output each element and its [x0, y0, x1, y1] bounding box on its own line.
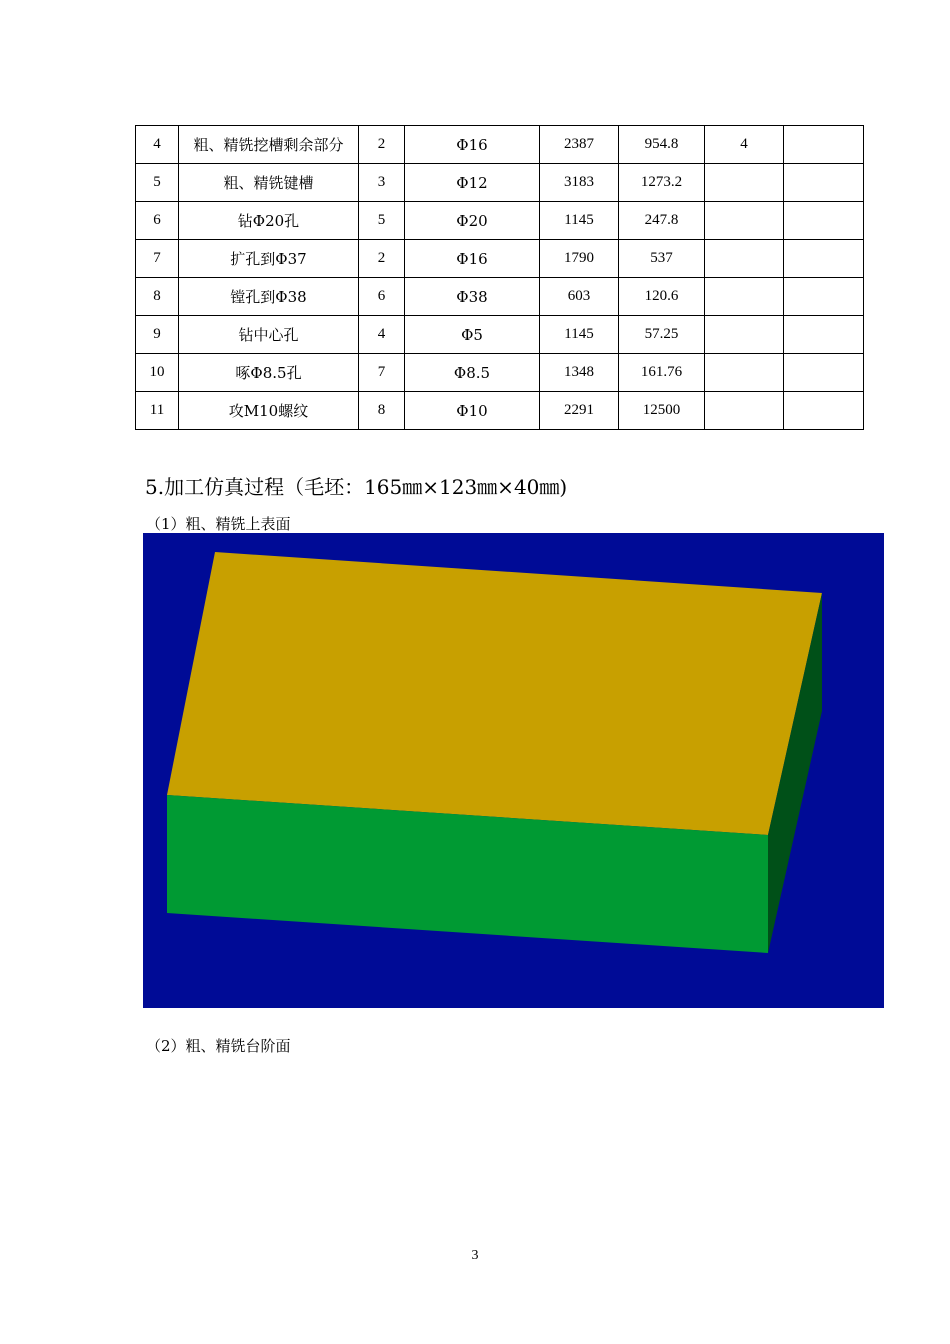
cell-feed-rate: 57.25: [619, 316, 705, 354]
workpiece-top-face: [167, 552, 822, 835]
cell-step: 5: [136, 164, 179, 202]
cell-feed-rate: 161.76: [619, 354, 705, 392]
cell-extra2: [784, 202, 864, 240]
cell-operation: 镗孔到Φ38: [179, 278, 359, 316]
cell-feed-rate: 537: [619, 240, 705, 278]
cell-feed-rate: 247.8: [619, 202, 705, 240]
cell-step: 7: [136, 240, 179, 278]
cell-step: 6: [136, 202, 179, 240]
table-row: [136, 240, 864, 278]
cell-spindle-speed: 2291: [540, 392, 619, 430]
table-row: [136, 164, 864, 202]
cell-tool-no: 7: [359, 354, 405, 392]
cell-extra2: [784, 392, 864, 430]
page-number: 3: [471, 1248, 479, 1263]
cell-step: 9: [136, 316, 179, 354]
table-row: [136, 278, 864, 316]
cell-tool-spec: Φ20: [405, 202, 540, 240]
cell-step: 4: [136, 126, 179, 164]
cell-step: 10: [136, 354, 179, 392]
cell-tool-spec: Φ8.5: [405, 354, 540, 392]
cell-extra: [705, 354, 784, 392]
cell-spindle-speed: 1348: [540, 354, 619, 392]
table-row: [136, 354, 864, 392]
cell-operation: 钻中心孔: [179, 316, 359, 354]
table-row: [136, 392, 864, 430]
table-row: [136, 316, 864, 354]
cell-spindle-speed: 603: [540, 278, 619, 316]
cell-tool-no: 2: [359, 126, 405, 164]
cell-extra2: [784, 240, 864, 278]
cell-operation: 攻M10螺纹: [179, 392, 359, 430]
cell-operation: 粗、精铣键槽: [179, 164, 359, 202]
cell-operation: 啄Φ8.5孔: [179, 354, 359, 392]
cell-tool-spec: Φ16: [405, 126, 540, 164]
cell-extra2: [784, 126, 864, 164]
cell-step: 11: [136, 392, 179, 430]
cell-extra2: [784, 316, 864, 354]
cell-spindle-speed: 1790: [540, 240, 619, 278]
cell-tool-spec: Φ12: [405, 164, 540, 202]
cell-tool-spec: Φ38: [405, 278, 540, 316]
cell-tool-no: 3: [359, 164, 405, 202]
cell-extra2: [784, 278, 864, 316]
cell-tool-no: 6: [359, 278, 405, 316]
cell-tool-no: 4: [359, 316, 405, 354]
subsection-step-surface: （2）粗、精铣台阶面: [146, 1037, 291, 1055]
cell-extra: [705, 164, 784, 202]
simulation-view: [143, 533, 884, 1008]
cell-extra2: [784, 354, 864, 392]
cell-tool-no: 2: [359, 240, 405, 278]
cell-feed-rate: 1273.2: [619, 164, 705, 202]
cell-extra: [705, 240, 784, 278]
cell-tool-spec: Φ16: [405, 240, 540, 278]
cell-spindle-speed: 1145: [540, 202, 619, 240]
cell-spindle-speed: 2387: [540, 126, 619, 164]
cell-tool-no: 5: [359, 202, 405, 240]
cell-spindle-speed: 1145: [540, 316, 619, 354]
cell-tool-spec: Φ10: [405, 392, 540, 430]
cell-extra2: [784, 164, 864, 202]
cell-operation: 粗、精铣挖槽剩余部分: [179, 126, 359, 164]
cell-extra: [705, 316, 784, 354]
cell-operation: 钻Φ20孔: [179, 202, 359, 240]
cell-tool-spec: Φ5: [405, 316, 540, 354]
cell-feed-rate: 12500: [619, 392, 705, 430]
table-row: [136, 202, 864, 240]
cell-spindle-speed: 3183: [540, 164, 619, 202]
cell-extra: [705, 278, 784, 316]
cell-extra: 4: [705, 126, 784, 164]
cell-extra: [705, 202, 784, 240]
table-row: [136, 126, 864, 164]
cell-feed-rate: 120.6: [619, 278, 705, 316]
subsection-top-surface: （1）粗、精铣上表面: [146, 515, 291, 533]
section-heading: 5.加工仿真过程（毛坯：165㎜×123㎜×40㎜): [145, 475, 568, 499]
cell-extra: [705, 392, 784, 430]
cell-step: 8: [136, 278, 179, 316]
cell-tool-no: 8: [359, 392, 405, 430]
cell-feed-rate: 954.8: [619, 126, 705, 164]
process-table: [135, 125, 864, 430]
process-table-body: [136, 126, 864, 430]
cell-operation: 扩孔到Φ37: [179, 240, 359, 278]
